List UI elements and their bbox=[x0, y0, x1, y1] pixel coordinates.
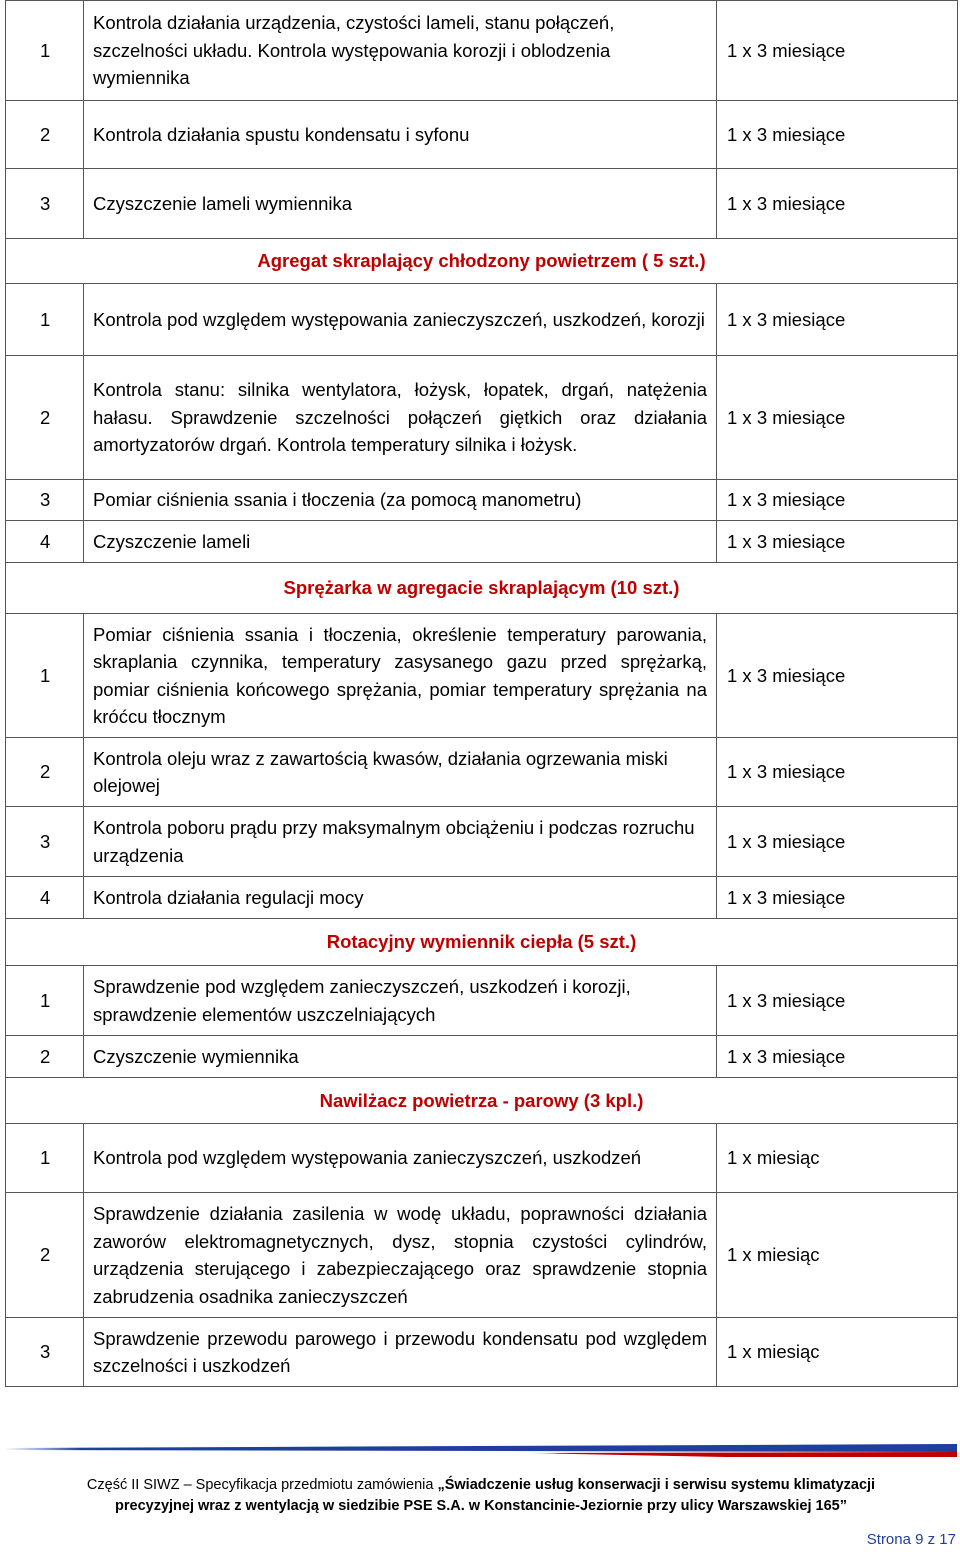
footer-line1-bold: „Świadczenie usług konserwacji i serwisu systemu klimatyzacji bbox=[437, 1477, 876, 1493]
row-frequency: 1 x 3 miesiące bbox=[717, 807, 958, 877]
row-number: 1 bbox=[6, 1124, 84, 1193]
section-heading: Agregat skraplający chłodzony powietrzem ( 5 szt.) bbox=[6, 239, 958, 284]
section-heading-row bbox=[6, 919, 958, 966]
row-number: 1 bbox=[6, 284, 84, 356]
table-row bbox=[6, 521, 958, 563]
footer-text bbox=[5, 1475, 957, 1517]
row-description: Czyszczenie lameli bbox=[84, 521, 717, 563]
footer-line2-bold: precyzyjnej wraz z wentylacją w siedzibie PSE S.A. w Konstancinie-Jeziornie przy ulicy Warszawskiej 165” bbox=[115, 1498, 847, 1514]
row-frequency: 1 x 3 miesiące bbox=[717, 169, 958, 239]
maintenance-table bbox=[5, 0, 958, 1387]
table-row bbox=[6, 877, 958, 919]
table-row bbox=[6, 1, 958, 101]
row-frequency: 1 x 3 miesiące bbox=[717, 480, 958, 521]
table-row bbox=[6, 169, 958, 239]
row-description: Kontrola działania spustu kondensatu i syfonu bbox=[84, 101, 717, 169]
page-number: Strona 9 z 17 bbox=[866, 1531, 956, 1548]
row-frequency: 1 x 3 miesiące bbox=[717, 966, 958, 1036]
row-number: 2 bbox=[6, 101, 84, 169]
row-frequency: 1 x miesiąc bbox=[717, 1124, 958, 1193]
row-frequency: 1 x 3 miesiące bbox=[717, 877, 958, 919]
row-frequency: 1 x 3 miesiące bbox=[717, 738, 958, 807]
row-description: Kontrola oleju wraz z zawartością kwasów, działania ogrzewania miski olejowej bbox=[84, 738, 717, 807]
row-number: 2 bbox=[6, 1193, 84, 1318]
row-frequency: 1 x 3 miesiące bbox=[717, 521, 958, 563]
section-heading: Sprężarka w agregacie skraplającym (10 szt.) bbox=[6, 563, 958, 614]
row-frequency: 1 x 3 miesiące bbox=[717, 284, 958, 356]
section-heading-row bbox=[6, 1078, 958, 1124]
table-row bbox=[6, 480, 958, 521]
row-number: 2 bbox=[6, 356, 84, 480]
table-row bbox=[6, 807, 958, 877]
row-frequency: 1 x 3 miesiące bbox=[717, 356, 958, 480]
section-heading: Nawilżacz powietrza - parowy (3 kpl.) bbox=[6, 1078, 958, 1124]
table-row bbox=[6, 1036, 958, 1078]
row-description: Sprawdzenie przewodu parowego i przewodu kondensatu pod względem szczelności i uszkodzeń bbox=[84, 1318, 717, 1387]
section-heading: Rotacyjny wymiennik ciepła (5 szt.) bbox=[6, 919, 958, 966]
table-row bbox=[6, 1193, 958, 1318]
row-number: 3 bbox=[6, 807, 84, 877]
row-description: Kontrola poboru prądu przy maksymalnym obciążeniu i podczas rozruchu urządzenia bbox=[84, 807, 717, 877]
section-heading-row bbox=[6, 239, 958, 284]
row-number: 2 bbox=[6, 1036, 84, 1078]
section-heading-row bbox=[6, 563, 958, 614]
row-frequency: 1 x miesiąc bbox=[717, 1318, 958, 1387]
footer-decor-bar bbox=[5, 1444, 957, 1458]
table-row bbox=[6, 356, 958, 480]
row-number: 1 bbox=[6, 966, 84, 1036]
row-frequency: 1 x miesiąc bbox=[717, 1193, 958, 1318]
row-description: Kontrola działania urządzenia, czystości lameli, stanu połączeń, szczelności układu. Kontrola występowania korozji i oblodzenia wymiennika bbox=[84, 1, 717, 101]
row-frequency: 1 x 3 miesiące bbox=[717, 1036, 958, 1078]
row-number: 1 bbox=[6, 1, 84, 101]
footer-line1-prefix: Część II SIWZ – Specyfikacja przedmiotu zamówienia bbox=[86, 1477, 438, 1493]
table-row bbox=[6, 284, 958, 356]
row-description: Pomiar ciśnienia ssania i tłoczenia (za pomocą manometru) bbox=[84, 480, 717, 521]
row-number: 3 bbox=[6, 169, 84, 239]
row-frequency: 1 x 3 miesiące bbox=[717, 1, 958, 101]
row-description: Kontrola działania regulacji mocy bbox=[84, 877, 717, 919]
row-number: 2 bbox=[6, 738, 84, 807]
table-row bbox=[6, 966, 958, 1036]
row-number: 1 bbox=[6, 614, 84, 738]
row-description: Kontrola pod względem występowania zanieczyszczeń, uszkodzeń bbox=[84, 1124, 717, 1193]
table-row bbox=[6, 101, 958, 169]
row-number: 3 bbox=[6, 1318, 84, 1387]
row-description: Sprawdzenie pod względem zanieczyszczeń, uszkodzeń i korozji, sprawdzenie elementów uszczelniających bbox=[84, 966, 717, 1036]
row-description: Czyszczenie lameli wymiennika bbox=[84, 169, 717, 239]
row-frequency: 1 x 3 miesiące bbox=[717, 614, 958, 738]
table-row bbox=[6, 1124, 958, 1193]
table-row bbox=[6, 738, 958, 807]
row-description: Czyszczenie wymiennika bbox=[84, 1036, 717, 1078]
row-description: Kontrola pod względem występowania zanieczyszczeń, uszkodzeń, korozji bbox=[84, 284, 717, 356]
row-number: 4 bbox=[6, 877, 84, 919]
row-description: Sprawdzenie działania zasilenia w wodę układu, poprawności działania zaworów elektromagnetycznych, dysz, stopnia czystości cylindrów, urządzenia sterującego i zabezpieczającego oraz sprawdzenie stopnia zabrudzenia osadnika zanieczyszczeń bbox=[84, 1193, 717, 1318]
row-description: Kontrola stanu: silnika wentylatora, łożysk, łopatek, drgań, natężenia hałasu. Sprawdzenie szczelności połączeń giętkich oraz działania amortyzatorów drgań. Kontrola temperatury silnika i łożysk. bbox=[84, 356, 717, 480]
row-number: 4 bbox=[6, 521, 84, 563]
row-description: Pomiar ciśnienia ssania i tłoczenia, określenie temperatury parowania, skraplania czynnika, temperatury zasysanego gazu przed sprężarką, pomiar ciśnienia końcowego sprężania, pomiar temperatury sprężania na króćcu tłocznym bbox=[84, 614, 717, 738]
table-row bbox=[6, 1318, 958, 1387]
table-row bbox=[6, 614, 958, 738]
row-number: 3 bbox=[6, 480, 84, 521]
row-frequency: 1 x 3 miesiące bbox=[717, 101, 958, 169]
